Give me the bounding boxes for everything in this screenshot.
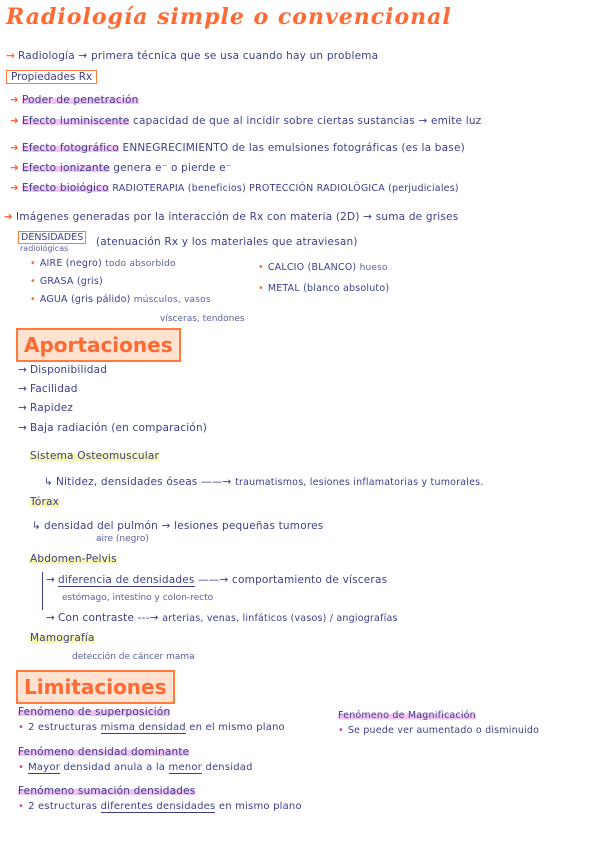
mamografia-text: detección de cáncer mama [72,652,195,662]
aportacion-item [18,422,207,434]
limitacion-heading: Fenómeno de superposición [18,706,171,718]
aportacion-label: Facilidad [30,383,78,395]
limitacion-text [18,801,302,812]
bullet-icon: • [30,294,36,305]
intro-line [6,50,378,62]
arrow-icon: ——→ [201,476,236,488]
arrow-icon: ➜ [10,142,19,154]
page-title: Radiología simple o convencional [6,4,452,30]
limitacion-text [18,762,253,773]
densidad-note: músculos, vasos [133,295,211,305]
densidades-text: (atenuación Rx y los materiales que atraviesan) [96,236,358,248]
abdomen-result: comportamiento de vísceras [232,574,388,586]
arrow-icon: ↳ [44,476,53,488]
propiedad-item [10,162,232,174]
densidad-label: AIRE (negro) [39,258,102,269]
densidad-item [258,283,389,294]
torax-line [32,520,323,532]
arrow-icon: → [46,612,55,624]
arrow-icon: ➜ [10,115,19,127]
abdomen-heading: Abdomen-Pelvis [30,553,117,565]
intro-label: Radiología [18,50,75,62]
arrow-icon: → [18,422,27,434]
bullet-icon: • [18,801,25,812]
torax-text: densidad del pulmón [44,520,158,532]
agua-note2: vísceras, tendones [160,314,245,324]
arrow-icon: ➜ [4,211,13,223]
propiedad-label: Efecto fotográfico [22,142,119,154]
bullet-icon: • [258,283,264,294]
sistema-result: traumatismos, lesiones inflamatorias y tumorales. [235,477,484,488]
mamografia-heading: Mamografía [30,632,95,644]
arrow-icon: → [18,383,27,395]
limitacion-post: densidad anula a la [63,762,166,773]
propiedad-label: Poder de penetración [22,94,139,106]
arrow-icon: → [18,402,27,414]
propiedad-item [10,182,459,194]
abdomen-line [46,574,387,586]
aportacion-item [18,364,107,376]
limitacion-heading: Fenómeno sumación densidades [18,785,196,797]
arrow-icon: → [6,50,15,62]
arrow-icon: ➜ [10,162,19,174]
abdomen-sub: estómago, intestino y colon-recto [62,593,214,603]
densidad-note: todo absorbido [105,259,176,269]
arrow-icon: → [46,574,55,586]
propiedad-text: capacidad de que al incidir sobre ciertas sustancias → emite luz [133,115,482,127]
densidad-note: hueso [359,263,388,273]
propiedades-heading: Propiedades Rx [6,70,97,84]
aportacion-label: Rapidez [30,402,74,414]
limitacion-post: en mismo plano [218,801,302,812]
aportaciones-heading: Aportaciones [16,328,181,362]
limitacion-end: densidad [205,762,253,773]
torax-result: lesiones pequeñas tumores [174,520,324,532]
propiedad-item [10,115,481,127]
sistema-line [44,476,484,488]
arrow-icon: ➜ [10,182,19,194]
contraste-result: arterias, venas, linfáticos (vasos) / angiografías [162,613,398,624]
limitacion-post: en el mismo plano [189,722,285,733]
propiedad-item [10,94,139,106]
bullet-icon: • [30,276,36,287]
propiedad-text: RADIOTERAPIA (beneficios) PROTECCIÓN RADIOLÓGICA (perjudiciales) [112,183,459,194]
bullet-icon: • [338,725,344,736]
densidad-item [258,262,388,273]
imagenes-line [4,211,458,223]
propiedad-text: genera e⁻ o pierde e⁻ [113,162,232,174]
arrow-icon: ——→ [198,574,233,586]
aportacion-label: Disponibilidad [30,364,108,376]
magnificacion-text [338,725,539,736]
densidad-label: CALCIO (BLANCO) [267,262,357,273]
densidad-label: GRASA (gris) [39,276,103,287]
limitacion-emph: menor [168,762,202,773]
densidades-label: DENSIDADES [18,231,86,244]
arrow-icon: ↳ [32,520,41,532]
arrow-icon: ➜ [10,94,19,106]
densidad-item [30,294,211,305]
bullet-icon: • [18,762,25,773]
abdomen-text: diferencia de densidades [58,574,195,586]
abdomen-contraste [46,612,398,624]
arrow-icon: ---→ [137,612,163,624]
aportacion-item [18,383,78,395]
contraste-text: Con contraste [58,612,135,624]
arrow-icon: → [18,364,27,376]
limitacion-emph: misma densidad [100,722,186,733]
densidad-label: METAL (blanco absoluto) [267,283,390,294]
abdomen-bracket [42,572,43,610]
propiedad-label: Efecto biológico [22,182,109,194]
limitaciones-heading: Limitaciones [16,670,175,704]
limitacion-pre: 2 estructuras [28,722,98,733]
bullet-icon: • [30,258,36,269]
limitacion-pre: 2 estructuras [28,801,98,812]
sistema-text: Nitidez, densidades óseas [56,476,198,488]
propiedad-label: Efecto luminiscente [22,115,130,127]
densidad-label: AGUA (gris pálido) [39,294,131,305]
propiedad-text: ENNEGRECIMIENTO de las emulsiones fotográficas (es la base) [122,142,465,154]
propiedad-label: Efecto ionizante [22,162,110,174]
arrow-icon: → [161,520,175,532]
densidades-sub: radiológicas [20,244,69,253]
limitacion-emph: Mayor [28,762,61,773]
densidad-item [30,258,176,269]
sistema-heading: Sistema Osteomuscular [30,450,160,462]
limitacion-text [18,722,285,733]
limitacion-emph: diferentes densidades [100,801,216,812]
torax-sub: aire (negro) [96,534,149,544]
bullet-icon: • [258,262,264,273]
aportacion-item [18,402,73,414]
propiedad-item [10,142,465,154]
aportacion-label: Baja radiación (en comparación) [30,422,208,434]
imagenes-text: Imágenes generadas por la interacción de Rx con materia (2D) → suma de grises [16,211,459,223]
magnificacion-label: Se puede ver aumentado o disminuido [347,725,540,736]
densidad-item [30,276,103,287]
bullet-icon: • [18,722,25,733]
limitacion-heading: Fenómeno densidad dominante [18,746,190,758]
torax-heading: Tórax [30,496,60,508]
magnificacion-heading: Fenómeno de Magnificación [338,710,476,721]
intro-text: → primera técnica que se usa cuando hay un problema [78,50,379,62]
